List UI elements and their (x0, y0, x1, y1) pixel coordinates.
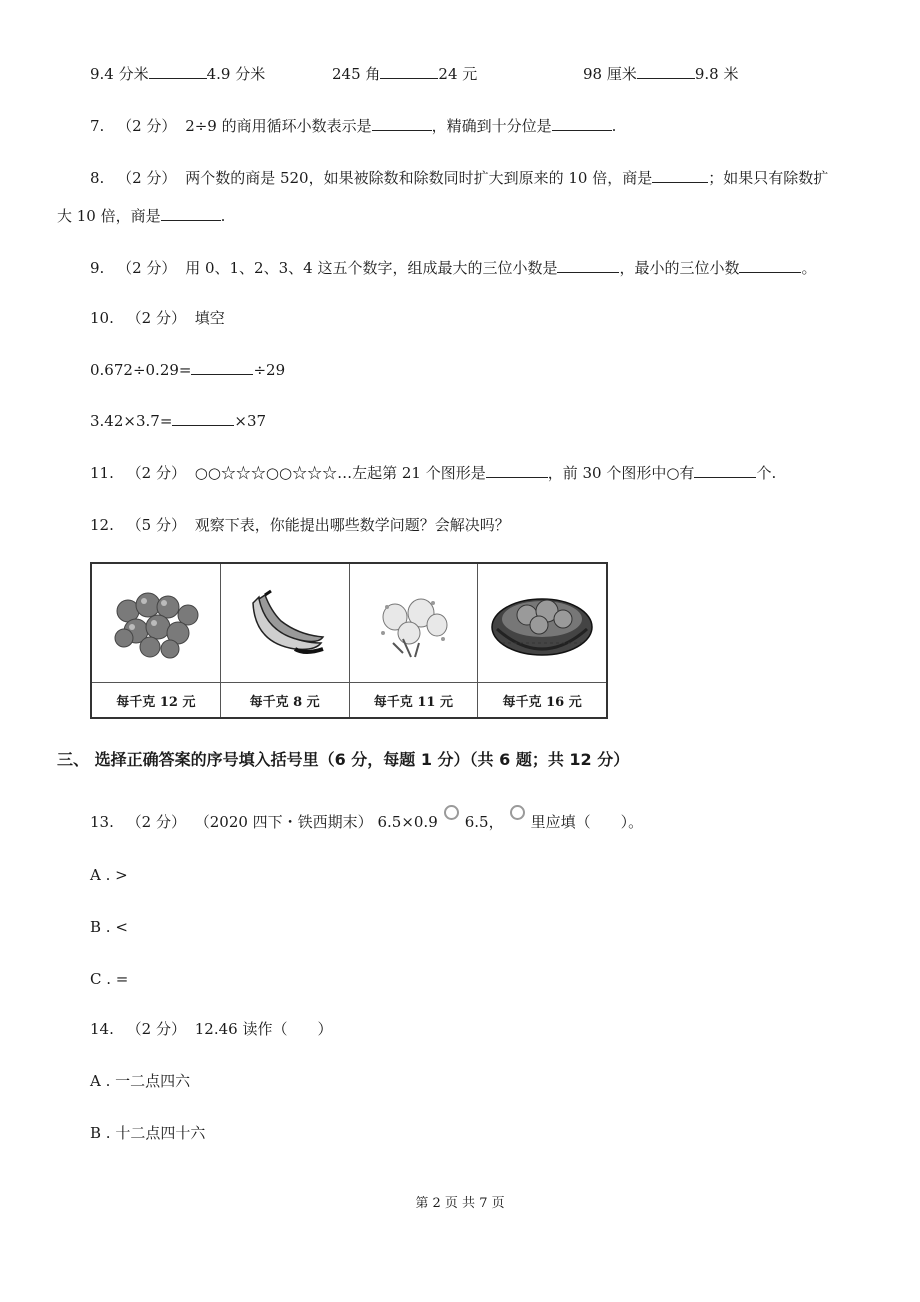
fruit-basket-icon (487, 583, 597, 663)
question-text: ，前 30 个图形中○有 (547, 464, 695, 482)
question-text: 6.5， (464, 813, 504, 831)
answer-blank[interactable] (191, 360, 253, 375)
question-score: （5 分） (126, 516, 186, 534)
price-label: 每千克 12 元 (116, 694, 196, 710)
question-number: 8. (90, 169, 105, 187)
question-text: 两个数的商是 520，如果被除数和除数同时扩大到原来的 10 倍，商是 (185, 169, 653, 187)
question-score: （2 分） (126, 464, 186, 482)
option-b[interactable]: B . < (90, 918, 128, 936)
question-text: 观察下表，你能提出哪些数学问题？会解决吗？ (194, 516, 510, 534)
page-footer: 第 2 页 共 7 页 (415, 1196, 505, 1211)
question-score: （2 分） (117, 169, 177, 187)
question-text: 2÷9 的商用循环小数表示是 (185, 117, 372, 135)
compare-row-b (332, 64, 477, 84)
question-score: （2 分） (126, 813, 186, 831)
question-text: 大 10 倍，商是 (57, 207, 161, 225)
compare-row-c (583, 64, 738, 84)
pear-icon (363, 583, 463, 663)
question-text: . (220, 207, 226, 225)
option-a[interactable]: A . 一二点四六 (90, 1072, 191, 1090)
answer-blank[interactable] (380, 64, 438, 79)
pears-image (350, 564, 478, 683)
answer-blank[interactable] (557, 258, 619, 273)
question-12 (90, 515, 510, 535)
fill-equation-1 (90, 360, 285, 380)
option-a[interactable]: A . > (90, 866, 128, 884)
equation-text: 3.42×3.7= (90, 412, 173, 430)
question-number: 12. (90, 516, 114, 534)
fruit-price-table (90, 562, 608, 719)
compare-a-left: 9.4 分米 (90, 65, 149, 83)
question-score: （2 分） (117, 259, 177, 277)
compare-a-right: 4.9 分米 (206, 65, 266, 83)
compare-c-left: 98 厘米 (583, 65, 637, 83)
question-score: （2 分） (126, 1020, 186, 1038)
question-11 (90, 463, 776, 483)
section-3-heading: 三、 选择正确答案的序号填入括号里（6 分，每题 1 分）（共 6 题；共 12 分） (57, 750, 630, 769)
question-number: 7. (90, 117, 105, 135)
question-text: ，精确到十分位是 (431, 117, 552, 135)
question-14 (90, 1019, 332, 1039)
question-13 (90, 812, 643, 832)
question-text: . (611, 117, 617, 135)
fill-equation-2 (90, 411, 266, 431)
compare-b-right: 24 元 (438, 65, 478, 83)
question-text: ，最小的三位小数 (619, 259, 740, 277)
fruit-cell-peaches (478, 564, 606, 717)
option-c[interactable]: C . = (90, 970, 129, 988)
question-number: 10. (90, 309, 114, 327)
compare-b-left: 245 角 (332, 65, 381, 83)
question-text: 。 (801, 259, 817, 277)
price-label: 每千克 8 元 (249, 694, 320, 710)
compare-row (90, 64, 265, 84)
question-8 (90, 168, 828, 188)
answer-blank[interactable] (637, 64, 695, 79)
grapes-image (92, 564, 220, 683)
circle-icon (444, 805, 459, 820)
price-label: 每千克 16 元 (502, 694, 582, 710)
fruit-cell-pears (350, 564, 479, 717)
question-text: 里应填（ ）。 (530, 813, 644, 831)
question-8-line2 (57, 206, 225, 226)
question-text: 12.46 读作（ ） (194, 1020, 333, 1038)
question-text: 个. (756, 464, 777, 482)
question-number: 11. (90, 464, 114, 482)
question-text: ○○☆☆☆○○☆☆☆…左起第 21 个图形是 (194, 464, 486, 482)
question-text: 用 0、1、2、3、4 这五个数字，组成最大的三位小数是 (185, 259, 558, 277)
banana-icon (235, 583, 335, 663)
equation-text: ×37 (234, 412, 267, 430)
question-number: 14. (90, 1020, 114, 1038)
question-score: （2 分） (126, 309, 186, 327)
price-label: 每千克 11 元 (373, 694, 453, 710)
compare-c-right: 9.8 米 (694, 65, 739, 83)
fruit-cell-bananas (221, 564, 350, 717)
answer-blank[interactable] (486, 463, 548, 478)
question-text: 填空 (194, 309, 225, 327)
bananas-image (221, 564, 349, 683)
equation-text: 0.672÷0.29= (90, 361, 192, 379)
grapes-icon (106, 583, 206, 663)
answer-blank[interactable] (739, 258, 801, 273)
answer-blank[interactable] (172, 411, 234, 426)
question-10 (90, 308, 225, 328)
question-7 (90, 116, 616, 136)
question-number: 13. (90, 813, 114, 831)
equation-text: ÷29 (253, 361, 286, 379)
answer-blank[interactable] (161, 206, 221, 221)
answer-blank[interactable] (372, 116, 432, 131)
question-source: （2020 四下・铁西期末） (194, 813, 373, 831)
option-b[interactable]: B . 十二点四十六 (90, 1124, 206, 1142)
peaches-image (478, 564, 606, 683)
answer-blank[interactable] (694, 463, 756, 478)
question-text: ；如果只有除数扩 (708, 169, 829, 187)
question-text: 6.5×0.9 (377, 813, 438, 831)
question-score: （2 分） (117, 117, 177, 135)
question-number: 9. (90, 259, 105, 277)
answer-blank[interactable] (652, 168, 708, 183)
fruit-cell-grapes (92, 564, 221, 717)
answer-blank[interactable] (552, 116, 612, 131)
circle-icon (510, 805, 525, 820)
question-9 (90, 258, 816, 278)
answer-blank[interactable] (149, 64, 207, 79)
